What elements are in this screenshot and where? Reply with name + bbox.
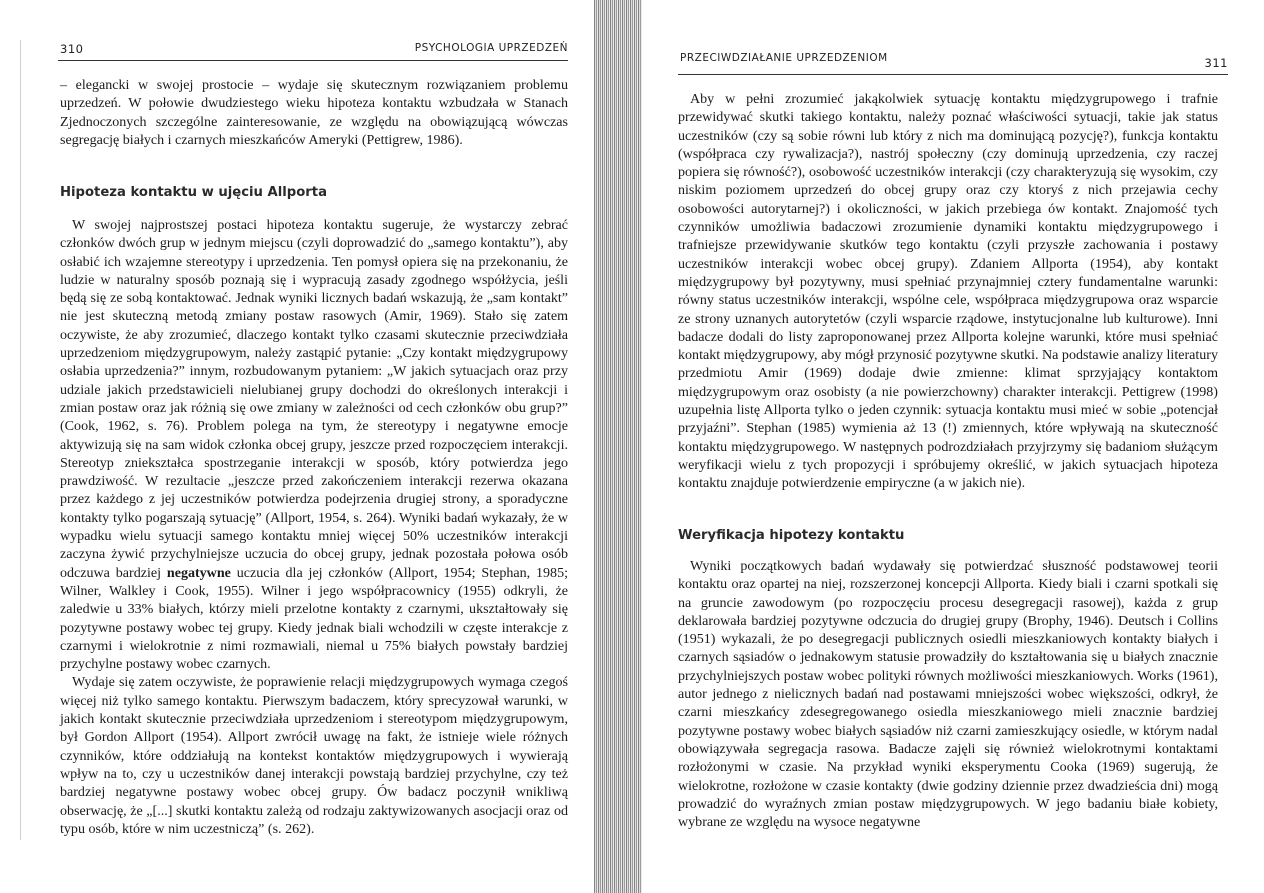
book-gutter [594, 0, 642, 893]
left-body-text [60, 216, 568, 838]
paragraph: Wydaje się zatem oczywiste, że poprawienie relacji międzygrupowych wymaga czegoś więcej niż tylko samego kontaktu. Pierwszym badaczem, który sprecyzował warunki, w jakich kontakt skutecznie przeciwdziała uprzedzeniom i stereotypom międzygrupowym, był Gordon Allport (1954). Allport zwrócił uwagę na fakt, że istnieje wiele różnych czynników, które oddziałują na kontekst kontaktów międzygrupowych i wywierają wpływ na to, czy u uczestników danej interakcji powstają bardziej przychylne, czy też bardziej negatywne postawy wobec obcej grupy. Ów badacz poczynił wnikliwą obserwację, że „[...] skutki kontaktu zależą od rodzaju zaktywizowanych asocjacji oraz od typu osób, które w nim uczestniczą” (s. 262). [60, 674, 568, 837]
intro-paragraph: – elegancki w swojej prostocie – wydaje się skutecznym rozwiązaniem problemu uprzedzeń. W połowie dwudziestego wieku hipoteza kontaktu wzbudzała w Stanach Zjednoczonych szczególne zainteresowanie, ze względu na obowiązującą wówczas segregację białych i czarnych mieszkańców Ameryki (Pettigrew, 1986). [60, 77, 568, 148]
paragraph: Aby w pełni zrozumieć jakąkolwiek sytuację kontaktu międzygrupowego i trafnie przewidywać skutki takiego kontaktu, należy poznać właściwości sytuacji, takie jak status uczestników (czy są sobie równi lub który z nich ma dominującą pozycję?), funkcja kontaktu (współpraca czy rywalizacja?), nastrój społeczny (czy dominują uprzedzenia, czy raczej popiera się równość?), osobowość uczestników interakcji (czy charakteryzują się wysokim, czy niskim poziomem uprzedzeń do obcej grupy oraz czy ktoryś z nich przejawia cechy osobowości autorytarnej?) i okoliczności, w jakich przebiega ów kontakt. Znajomość tych czynników umożliwia badaczowi zrozumienie dynamiki kontaktu międzygrupowego i trafniejsze przewidywanie skutków tego kontaktu (czyli przyszłe zachowania i postawy uczestników interakcji wobec obcej grupy). Zdaniem Allporta (1954), aby kontakt międzygrupowy był pozytywny, musi spełniać przynajmniej cztery fundamentalne warunki: równy status uczestników interakcji, wspólne cele, współpraca międzygrupowa oraz wsparcie ze strony uznanych autorytetów (czyli wsparcie rządowe, instytucjonalne lub kulturowe). Inni badacze dodali do listy zaproponowanej przez Allporta kolejne warunki, które musi spełniać kontakt międzygrupowy, aby mógł przynosić pozytywne skutki. Na podstawie analizy literatury przedmiotu Amir (1969) dodaje dwie zmienne: klimat sprzyjający kontaktom międzygrupowym oraz osobisty (a nie powierzchowny) charakter interakcji. Pettigrew (1998) uzupełnia listę Allporta tylko o jeden czynnik: sytuacja kontaktu musi mieć w sobie „potencjał przyjaźni”. Stephan (1985) wymienia aż 13 (!) zmiennych, które wpływają na skuteczność kontaktu międzygrupowego. W następnych podrozdziałach przyjrzymy się badaniom służącym weryfikacji wielu z tych propozycji i spróbujemy określić, w jakich sytuacjach hipoteza kontaktu znajduje potwierdzenie empiryczne (a w jakich nie). [678, 91, 1218, 492]
right-page [640, 0, 1264, 893]
left-intro-text [60, 76, 568, 149]
scan-margin-line [20, 40, 21, 840]
section-heading-verification: Weryfikacja hipotezy kontaktu [678, 528, 905, 543]
right-header-rule [678, 74, 1228, 75]
left-running-title: PSYCHOLOGIA UPRZEDZEŃ [414, 42, 568, 54]
right-body-text [678, 90, 1218, 493]
paragraph: Wyniki początkowych badań wydawały się potwierdzać słuszność podstawowej teorii kontaktu oraz opartej na niej, rozszerzonej koncepcji Allporta. Kiedy biali i czarni spotkali się na gruncie zawodowym (po rozpoczęciu procesu desegregacji rasowej), każda z grup deklarowała bardziej pozytywne odczucia do drugiej grupy (Brophy, 1946). Deutsch i Collins (1951) wykazali, że po desegregacji publicznych osiedli mieszkaniowych kontakty białych i czarnych sąsiadów o jednakowym statusie prowadziły do kształtowania się u białych znacznie przychylniejszych postaw wobec polityki równych możliwości mieszkaniowych. Works (1961), autor jednego z nielicznych badań nad postawami mniejszości wobec większości, odkrył, że czarni mieszkańcy zdesegregowanego osiedla mieszkaniowego mieli znacznie bardziej pozytywne postawy wobec białych sąsiadów niż czarni zamieszkujący osiedle, w którym nadal obowiązywała segregacja rasowa. Badacze zajęli się również wielokrotnymi kontaktami rozłożonymi w czasie. Na przykład wyniki eksperymentu Cooka (1969) sugerują, że wielokrotne, rozłożone w czasie kontakty (dwie godziny dziennie przez dwadzieścia dni) mogą prowadzić do wyraźnych zmian postaw międzygrupowych. W jego badaniu białe kobiety, wybrane ze względu na wysoce negatywne [678, 558, 1218, 831]
bold-emphasis: negatywne [166, 564, 231, 581]
right-body-text-2 [678, 557, 1218, 831]
right-running-title: PRZECIWDZIAŁANIE UPRZEDZENIOM [680, 52, 888, 64]
left-page-number: 310 [60, 42, 84, 56]
left-header-rule [58, 60, 568, 61]
paragraph: W swojej najprostszej postaci hipoteza kontaktu sugeruje, że wystarczy zebrać członków dwóch grup w jednym miejscu (czyli doprowadzić do „samego kontaktu”), aby osłabić ich wzajemne stereotypy i uprzedzenia. Ten pomysł opiera się na przekonaniu, że ludzie w naturalny sposób poznają się i wypracują zasady zgodnego współżycia, jeśli będą się ze sobą kontaktować. Jednak wyniki licznych badań wskazują, że „sam kontakt” nie jest skuteczną metodą zmiany postaw rasowych (Amir, 1969). Stało się zatem oczywiste, że aby zrozumieć, dlaczego kontakt tylko czasami skutecznie przeciwdziała uprzedzeniom międzygrupowym, należy zastąpić pytanie: „Czy kontakt międzygrupowy osłabia uprzedzenia?” innym, rozbudowanym pytaniem: „W jakich sytuacjach oraz przy udziale jakich przedstawicieli nielubianej grupy dochodzi do określonych interakcji i zmian postaw oraz jak różnią się owe zmiany w zależności od cech członków obu grup?” (Cook, 1962, s. 76). Problem polega na tym, że stereotypy i negatywne emocje aktywizują się na sam widok członka obcej grupy, jeszcze przed rozpoczęciem interakcji. Stereotyp zniekształca spostrzeganie interakcji w sposób, który potwierdza jego prawdziwość. W rezultacie „jeszcze przed zakończeniem interakcji rezerwa okazana przez każdego z jej uczestników potwierdza podejrzenia drugiej strony, a sporadyczne kontakty tylko pogarszają sytuację” (Allport, 1954, s. 264). Wyniki badań wykazały, że w wypadku wielu sytuacji samego kontaktu mniej więcej 50% uczestników interakcji zaczyna żywić przychylniejsze uczucia do obcej grupy, jednak pozostała połowa osób odczuwa bardziej negatywne uczucia dla jej członków (Allport, 1954; Stephan, 1985; Wilner, Walkley i Cook, 1955). Wilner i jego współpracownicy (1955) odkryli, że zaledwie u 33% białych, którzy mieli przelotne kontakty z czarnymi, ukształtowały się pozytywne postawy wobec tej grupy. Kiedy jednak biali wchodzili w częste interakcje z czarnymi i wielokrotnie z nimi rozmawiali, niemal u 75% białych powstały bardziej przychylne postawy wobec czarnych. [60, 217, 569, 673]
right-page-number: 311 [1204, 56, 1228, 70]
section-heading-allport: Hipoteza kontaktu w ujęciu Allporta [60, 185, 327, 200]
left-page [0, 0, 596, 893]
